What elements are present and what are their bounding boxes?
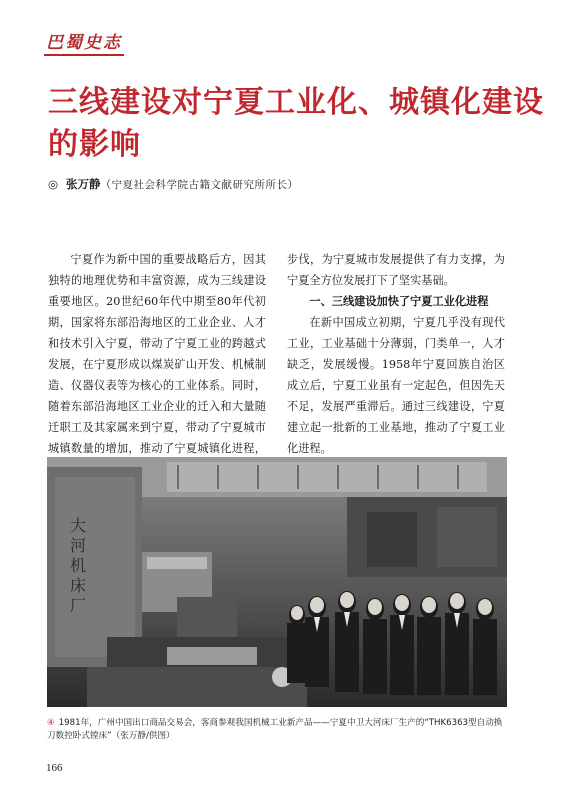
caption-text: 1981年，广州中国出口商品交易会，客商参观我国机械工业新产品——宁夏中卫大河床厂生产的“THK6363型自动换刀数控卧式镗床”（张万静/供图） — [47, 718, 503, 741]
body-column-left — [48, 249, 266, 480]
author-name: 张万静 — [66, 177, 101, 191]
body-paragraph: 在新中国成立初期，宁夏几乎没有现代工业，工业基础十分薄弱，门类单一，人才缺乏，发展缓慢。1958年宁夏回族自治区成立后，宁夏工业虽有一定起色，但因先天不足，发展严重滞后。通过三线建设，宁夏建立起一批新的工业基地，推动了宁夏工业化进程。 — [287, 316, 505, 455]
author-line — [48, 176, 299, 192]
article-title: 三线建设对宁夏工业化、城镇化建设的影响 — [48, 85, 544, 162]
photo-caption — [47, 717, 509, 743]
page-number: 166 — [46, 762, 63, 774]
section-tag: 巴蜀史志 — [44, 28, 124, 56]
body-column-right — [287, 249, 505, 459]
body-paragraph: 宁夏作为新中国的重要战略后方，因其独特的地理优势和丰富资源，成为三线建设重要地区。20世纪60年代中期至80年代初期，国家将东部沿海地区的工业企业、人才和技术引入宁夏，带动了宁夏工业的跨越式发展，在宁夏形成以煤炭矿山开发、机械制造、仪器仪表等为核心的工业体系。同时，随着东部沿海地区工业企业的迁入和大量随迁职工及其家属来到宁夏，带动了宁夏城市城镇数量的增加，推动了宁夏城镇化进程， — [48, 253, 266, 455]
body-paragraph-continued: 步伐，为宁夏城市发展提供了有力支撑，为宁夏全方位发展打下了坚实基础。 — [287, 253, 505, 287]
historical-photo — [47, 457, 507, 707]
machine-label: 大河机床厂 — [67, 517, 87, 617]
caption-mark: ④ — [47, 718, 55, 728]
author-bullet: ◎ — [48, 177, 59, 191]
section-heading: 一、三线建设加快了宁夏工业化进程 — [309, 295, 489, 308]
author-affiliation: （宁夏社会科学院古籍文献研究所所长） — [100, 179, 299, 191]
